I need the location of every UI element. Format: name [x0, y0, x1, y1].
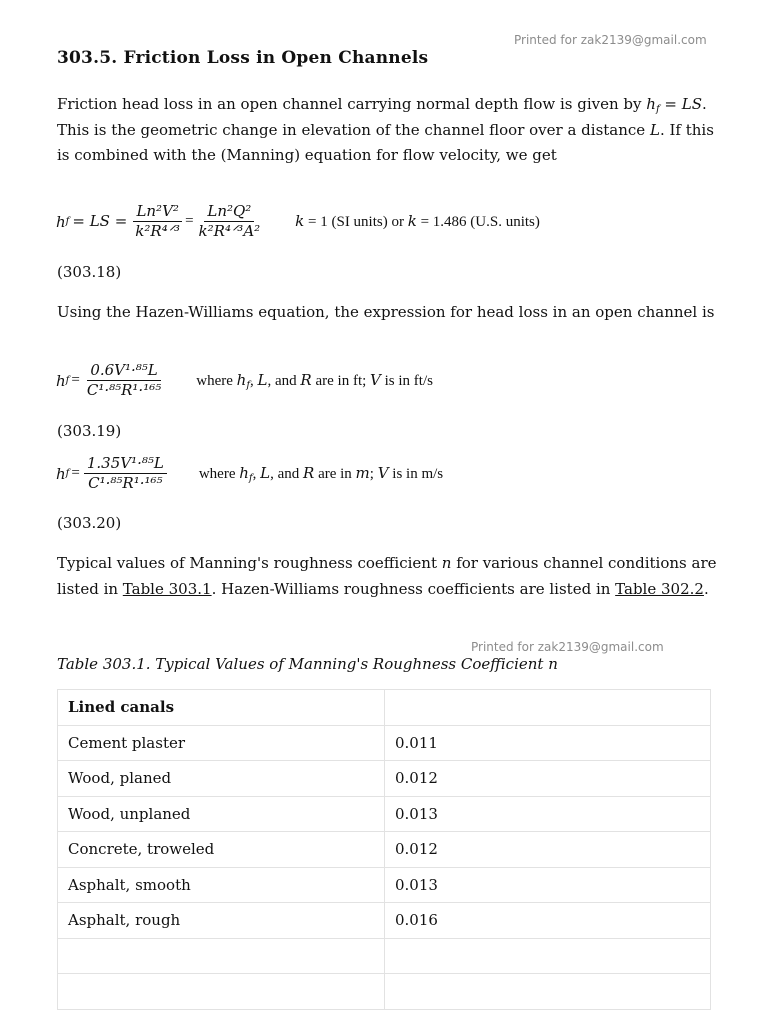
table-cell: 0.012: [385, 761, 711, 797]
table-cell: Wood, planed: [58, 761, 385, 797]
equation-303-18: h f = LS = $\frac{\text{Ln²V²}}{\text{k²R⁴ᐟ³}}$ = $\frac{\text{Ln²Q²}}{\text{k²R⁴ᐟ³A²}}$ k = 1 (SI units) or k = 1.486 (U.S. units): [56, 202, 540, 240]
table-cell: 0.012: [385, 832, 711, 868]
table-303-1-link[interactable]: Table 303.1: [122, 579, 212, 598]
table-row: [58, 974, 711, 1010]
table-cell: 0.011: [385, 725, 711, 761]
equation-number-303-19: (303.19): [57, 422, 122, 440]
table-row: [58, 690, 711, 726]
table-cell: Cement plaster: [58, 725, 385, 761]
table-cell: 0.016: [385, 903, 711, 939]
table-cell: 0.013: [385, 796, 711, 832]
section-title: 303.5. Friction Loss in Open Channels: [57, 48, 429, 68]
table-cell: [385, 690, 711, 726]
table-cell: [385, 938, 711, 974]
table-row: [58, 938, 711, 974]
table-row: [58, 761, 711, 797]
manning-coefficient-table: [57, 689, 711, 1010]
table-cell: [385, 974, 711, 1010]
typical-values-paragraph: Typical values of Manning's roughness coefficient n for various channel conditions are listed in Table 303.1. Hazen-Williams roughness coefficients are listed in Table 302.2.: [57, 554, 717, 598]
table-row: [58, 725, 711, 761]
watermark-middle: Printed for zak2139@gmail.com: [471, 640, 664, 654]
table-cell: 0.013: [385, 867, 711, 903]
equation-note: where $h_f$, L, and R are in ft; V is in ft/s: [196, 371, 433, 391]
equation-number-303-20: (303.20): [57, 514, 122, 532]
equation-number-303-18: (303.18): [57, 263, 122, 281]
equation-note: k = 1 (SI units) or k = 1.486 (U.S. units): [295, 212, 540, 230]
table-row: [58, 796, 711, 832]
hazen-paragraph: Using the Hazen-Williams equation, the expression for head loss in an open channel is: [57, 303, 715, 321]
intro-paragraph: Friction head loss in an open channel carrying normal depth flow is given by $h_f$ = LS. This is the geometric change in elevation of the channel floor over a distance L. If this is combined with the (Manning) equation for flow velocity, we get: [57, 95, 714, 164]
table-cell: Wood, unplaned: [58, 796, 385, 832]
fraction: $\frac{\text{0.6V¹·⁸⁵L}}{\text{C¹·⁸⁵R¹·¹⁶⁵}}$: [86, 361, 162, 399]
table-cell: Asphalt, rough: [58, 903, 385, 939]
fraction: $\frac{\text{Ln²V²}}{\text{k²R⁴ᐟ³}}$: [135, 202, 181, 240]
table-row: [58, 903, 711, 939]
equation-note: where $h_f$, L, and R are in m; V is in m/s: [198, 464, 444, 484]
table-row: [58, 832, 711, 868]
table-cell: [58, 938, 385, 974]
equation-303-20: h f = $\frac{\text{1.35V¹·⁸⁵L}}{\text{C¹·⁸⁵R¹·¹⁶⁵}}$ where $h_f$, L, and R are in m; V is in m/s: [56, 454, 444, 492]
table-row: [58, 867, 711, 903]
table-cell: Concrete, troweled: [58, 832, 385, 868]
table-cell: [58, 974, 385, 1010]
equation-303-19: h f = $\frac{\text{0.6V¹·⁸⁵L}}{\text{C¹·⁸⁵R¹·¹⁶⁵}}$ where $h_f$, L, and R are in ft; V is in ft/s: [56, 361, 433, 399]
fraction: $\frac{\text{Ln²Q²}}{\text{k²R⁴ᐟ³A²}}$: [198, 202, 261, 240]
table-cell: Asphalt, smooth: [58, 867, 385, 903]
fraction: $\frac{\text{1.35V¹·⁸⁵L}}{\text{C¹·⁸⁵R¹·¹⁶⁵}}$: [84, 455, 167, 492]
table-302-2-link[interactable]: Table 302.2: [615, 579, 704, 598]
table-cell: Lined canals: [58, 690, 385, 726]
table-caption: Table 303.1. Typical Values of Manning's Roughness Coefficient n: [57, 655, 558, 673]
watermark-top: Printed for zak2139@gmail.com: [514, 33, 707, 47]
